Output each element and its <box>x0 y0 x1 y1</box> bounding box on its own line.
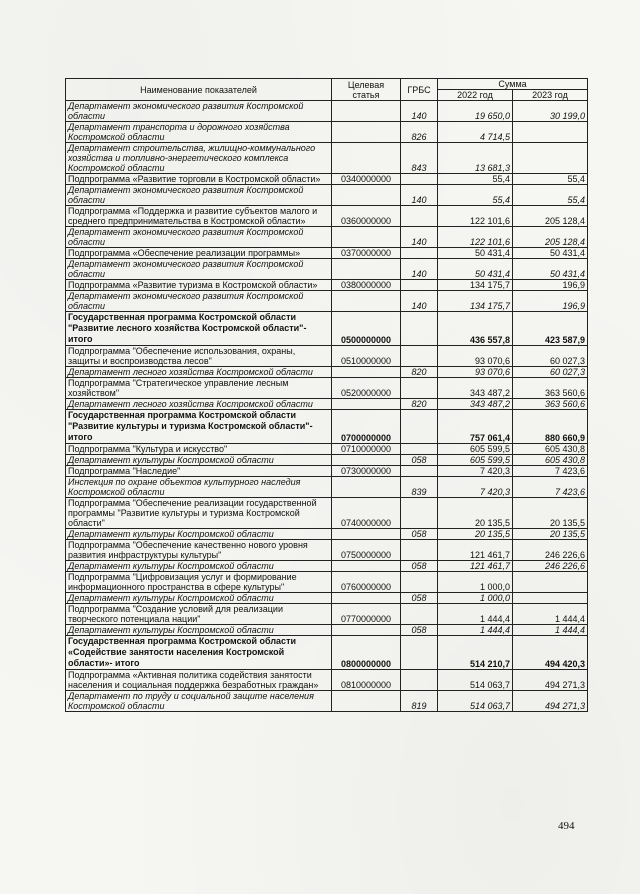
row-name: Подпрограмма "Стратегическое управление лесным хозяйством" <box>66 378 332 399</box>
row-value-2022: 605 599,5 <box>438 444 513 455</box>
row-target-article: 0520000000 <box>332 378 401 399</box>
row-grbs: 839 <box>401 477 438 498</box>
row-value-2022: 514 210,7 <box>438 636 513 670</box>
row-name: Департамент по труду и социальной защите населения Костромской области <box>66 691 332 712</box>
row-target-article <box>332 691 401 712</box>
row-target-article: 0710000000 <box>332 444 401 455</box>
table-row <box>66 346 588 367</box>
row-name: Департамент экономического развития Костромской области <box>66 185 332 206</box>
row-value-2023: 605 430,8 <box>513 444 588 455</box>
row-name: Инспекция по охране объектов культурного наследия Костромской области <box>66 477 332 498</box>
row-value-2023: 1 444,4 <box>513 625 588 636</box>
row-name: Подпрограмма "Обеспечение реализации государственной программы "Развитие культуры и туризма Костромской области" <box>66 498 332 529</box>
row-value-2023 <box>513 593 588 604</box>
row-name: Департамент лесного хозяйства Костромской области <box>66 367 332 378</box>
row-name: Подпрограмма "Обеспечение качественно нового уровня развития инфраструктуры культуры" <box>66 540 332 561</box>
row-target-article <box>332 367 401 378</box>
row-value-2022: 55,4 <box>438 185 513 206</box>
row-value-2022: 514 063,7 <box>438 670 513 691</box>
row-value-2023: 205 128,4 <box>513 227 588 248</box>
row-value-2023: 196,9 <box>513 291 588 312</box>
table-row <box>66 185 588 206</box>
table-row <box>66 227 588 248</box>
row-grbs <box>401 174 438 185</box>
row-grbs <box>401 312 438 346</box>
row-name: Государственная программа Костромской области «Содействие занятости населения Костромской области»- итого <box>66 636 332 670</box>
table-row <box>66 455 588 466</box>
table-row <box>66 367 588 378</box>
table-row <box>66 466 588 477</box>
header-target-article: Целевая статья <box>332 79 401 101</box>
budget-table <box>65 78 588 712</box>
row-value-2023 <box>513 572 588 593</box>
row-value-2023 <box>513 122 588 143</box>
header-year-2023: 2023 год <box>513 90 588 101</box>
table-row <box>66 206 588 227</box>
row-name: Департамент экономического развития Костромской области <box>66 259 332 280</box>
row-value-2022: 343 487,2 <box>438 378 513 399</box>
row-target-article <box>332 185 401 206</box>
table-row <box>66 399 588 410</box>
row-value-2022: 50 431,4 <box>438 259 513 280</box>
row-target-article <box>332 529 401 540</box>
row-grbs: 058 <box>401 625 438 636</box>
row-target-article <box>332 455 401 466</box>
row-target-article: 0370000000 <box>332 248 401 259</box>
row-name: Подпрограмма «Поддержка и развитие субъектов малого и среднего предпринимательства в Костромской области» <box>66 206 332 227</box>
row-value-2023: 50 431,4 <box>513 248 588 259</box>
row-target-article: 0360000000 <box>332 206 401 227</box>
row-name: Департамент культуры Костромской области <box>66 455 332 466</box>
table-row <box>66 561 588 572</box>
table-row <box>66 540 588 561</box>
header-year-2022: 2022 год <box>438 90 513 101</box>
row-target-article <box>332 291 401 312</box>
row-target-article <box>332 399 401 410</box>
row-name: Подпрограмма "Культура и искусство" <box>66 444 332 455</box>
row-target-article: 0730000000 <box>332 466 401 477</box>
row-value-2023: 363 560,6 <box>513 378 588 399</box>
row-grbs: 140 <box>401 291 438 312</box>
row-grbs <box>401 466 438 477</box>
row-grbs: 058 <box>401 529 438 540</box>
row-grbs: 058 <box>401 593 438 604</box>
row-target-article <box>332 227 401 248</box>
row-target-article <box>332 593 401 604</box>
row-target-article: 0770000000 <box>332 604 401 625</box>
row-name: Подпрограмма "Цифровизация услуг и формирование информационного пространства в сфере культуры" <box>66 572 332 593</box>
table-row <box>66 378 588 399</box>
row-grbs <box>401 280 438 291</box>
table-row <box>66 529 588 540</box>
row-grbs: 140 <box>401 101 438 122</box>
row-value-2023: 205 128,4 <box>513 206 588 227</box>
row-value-2022: 121 461,7 <box>438 540 513 561</box>
table-row <box>66 259 588 280</box>
row-target-article: 0740000000 <box>332 498 401 529</box>
row-name: Департамент культуры Костромской области <box>66 593 332 604</box>
row-value-2023: 20 135,5 <box>513 529 588 540</box>
row-value-2023: 880 660,9 <box>513 410 588 444</box>
table-row <box>66 101 588 122</box>
row-value-2022: 55,4 <box>438 174 513 185</box>
table-row <box>66 410 588 444</box>
table-header <box>66 79 588 101</box>
row-target-article: 0760000000 <box>332 572 401 593</box>
row-name: Департамент транспорта и дорожного хозяйства Костромской области <box>66 122 332 143</box>
row-name: Государственная программа Костромской области "Развитие лесного хозяйства Костромской области"- итого <box>66 312 332 346</box>
row-value-2023: 605 430,8 <box>513 455 588 466</box>
row-name: Государственная программа Костромской области "Развитие культуры и туризма Костромской области"- итого <box>66 410 332 444</box>
row-value-2023: 196,9 <box>513 280 588 291</box>
row-value-2022: 134 175,7 <box>438 291 513 312</box>
row-value-2022: 757 061,4 <box>438 410 513 444</box>
row-grbs <box>401 206 438 227</box>
row-grbs: 820 <box>401 367 438 378</box>
row-target-article <box>332 259 401 280</box>
row-grbs: 843 <box>401 143 438 174</box>
row-target-article: 0380000000 <box>332 280 401 291</box>
row-value-2022: 4 714,5 <box>438 122 513 143</box>
row-grbs <box>401 540 438 561</box>
row-value-2023: 494 271,3 <box>513 670 588 691</box>
row-grbs: 819 <box>401 691 438 712</box>
row-grbs: 140 <box>401 185 438 206</box>
row-name: Подпрограмма "Обеспечение использования, охраны, защиты и воспроизводства лесов" <box>66 346 332 367</box>
row-target-article: 0510000000 <box>332 346 401 367</box>
table-row <box>66 122 588 143</box>
row-name: Подпрограмма "Создание условий для реализации творческого потенциала нации" <box>66 604 332 625</box>
row-value-2023: 60 027,3 <box>513 367 588 378</box>
row-name: Департамент культуры Костромской области <box>66 529 332 540</box>
row-target-article <box>332 561 401 572</box>
row-value-2022: 19 650,0 <box>438 101 513 122</box>
row-grbs <box>401 604 438 625</box>
table-row <box>66 636 588 670</box>
table-row <box>66 593 588 604</box>
row-value-2023 <box>513 143 588 174</box>
row-value-2022: 1 000,0 <box>438 572 513 593</box>
table-row <box>66 625 588 636</box>
row-value-2022: 122 101,6 <box>438 206 513 227</box>
row-grbs <box>401 378 438 399</box>
row-value-2023: 494 420,3 <box>513 636 588 670</box>
row-target-article <box>332 625 401 636</box>
row-name: Подпрограмма «Обеспечение реализации программы» <box>66 248 332 259</box>
row-value-2023: 1 444,4 <box>513 604 588 625</box>
row-value-2022: 13 681,3 <box>438 143 513 174</box>
row-grbs <box>401 248 438 259</box>
row-value-2023: 60 027,3 <box>513 346 588 367</box>
row-value-2022: 93 070,6 <box>438 367 513 378</box>
row-grbs: 826 <box>401 122 438 143</box>
row-value-2022: 50 431,4 <box>438 248 513 259</box>
row-value-2023: 55,4 <box>513 174 588 185</box>
row-name: Подпрограмма «Развитие торговли в Костромской области» <box>66 174 332 185</box>
header-grbs: ГРБС <box>401 79 438 101</box>
table-row <box>66 312 588 346</box>
row-grbs <box>401 444 438 455</box>
row-target-article <box>332 477 401 498</box>
row-value-2022: 20 135,5 <box>438 529 513 540</box>
row-value-2022: 122 101,6 <box>438 227 513 248</box>
row-grbs: 140 <box>401 227 438 248</box>
row-value-2023: 20 135,5 <box>513 498 588 529</box>
row-value-2022: 1 444,4 <box>438 625 513 636</box>
row-grbs: 820 <box>401 399 438 410</box>
row-value-2023: 50 431,4 <box>513 259 588 280</box>
row-grbs <box>401 346 438 367</box>
row-name: Департамент культуры Костромской области <box>66 625 332 636</box>
row-target-article: 0800000000 <box>332 636 401 670</box>
row-target-article: 0810000000 <box>332 670 401 691</box>
row-name: Подпрограмма "Наследие" <box>66 466 332 477</box>
row-name: Департамент экономического развития Костромской области <box>66 291 332 312</box>
table-row <box>66 280 588 291</box>
row-value-2023: 55,4 <box>513 185 588 206</box>
row-target-article: 0750000000 <box>332 540 401 561</box>
table-row <box>66 477 588 498</box>
header-name: Наименование показателей <box>66 79 332 101</box>
row-grbs: 140 <box>401 259 438 280</box>
table-row <box>66 691 588 712</box>
row-value-2022: 605 599,5 <box>438 455 513 466</box>
table-row <box>66 174 588 185</box>
table-row <box>66 572 588 593</box>
row-target-article: 0340000000 <box>332 174 401 185</box>
row-value-2023: 7 423,6 <box>513 466 588 477</box>
row-grbs <box>401 636 438 670</box>
row-value-2022: 7 420,3 <box>438 466 513 477</box>
row-value-2022: 436 557,8 <box>438 312 513 346</box>
row-value-2023: 494 271,3 <box>513 691 588 712</box>
row-name: Департамент строительства, жилищно-коммунального хозяйства и топливно-энергетического комплекса Костромской области <box>66 143 332 174</box>
row-target-article: 0500000000 <box>332 312 401 346</box>
row-target-article <box>332 122 401 143</box>
row-value-2022: 1 000,0 <box>438 593 513 604</box>
row-target-article <box>332 143 401 174</box>
row-value-2023: 246 226,6 <box>513 561 588 572</box>
row-value-2022: 7 420,3 <box>438 477 513 498</box>
header-sum: Сумма <box>438 79 588 90</box>
row-value-2022: 1 444,4 <box>438 604 513 625</box>
row-grbs: 058 <box>401 561 438 572</box>
table-row <box>66 444 588 455</box>
row-grbs <box>401 572 438 593</box>
row-value-2022: 134 175,7 <box>438 280 513 291</box>
row-target-article: 0700000000 <box>332 410 401 444</box>
table-row <box>66 498 588 529</box>
row-value-2022: 121 461,7 <box>438 561 513 572</box>
row-name: Департамент культуры Костромской области <box>66 561 332 572</box>
row-value-2022: 343 487,2 <box>438 399 513 410</box>
row-value-2023: 246 226,6 <box>513 540 588 561</box>
table-row <box>66 604 588 625</box>
page-number: 494 <box>558 820 575 832</box>
row-value-2023: 423 587,9 <box>513 312 588 346</box>
row-value-2022: 514 063,7 <box>438 691 513 712</box>
row-grbs: 058 <box>401 455 438 466</box>
table-row <box>66 143 588 174</box>
row-name: Департамент экономического развития Костромской области <box>66 227 332 248</box>
row-value-2022: 20 135,5 <box>438 498 513 529</box>
row-name: Департамент экономического развития Костромской области <box>66 101 332 122</box>
table-body <box>66 101 588 712</box>
row-name: Департамент лесного хозяйства Костромской области <box>66 399 332 410</box>
row-value-2022: 93 070,6 <box>438 346 513 367</box>
row-grbs <box>401 410 438 444</box>
row-target-article <box>332 101 401 122</box>
table-row <box>66 291 588 312</box>
row-value-2023: 7 423,6 <box>513 477 588 498</box>
row-name: Подпрограмма «Активная политика содействия занятости населения и социальная поддержка безработных граждан» <box>66 670 332 691</box>
row-name: Подпрограмма «Развитие туризма в Костромской области» <box>66 280 332 291</box>
table-row <box>66 248 588 259</box>
row-value-2023: 30 199,0 <box>513 101 588 122</box>
row-grbs <box>401 670 438 691</box>
row-grbs <box>401 498 438 529</box>
table-row <box>66 670 588 691</box>
row-value-2023: 363 560,6 <box>513 399 588 410</box>
